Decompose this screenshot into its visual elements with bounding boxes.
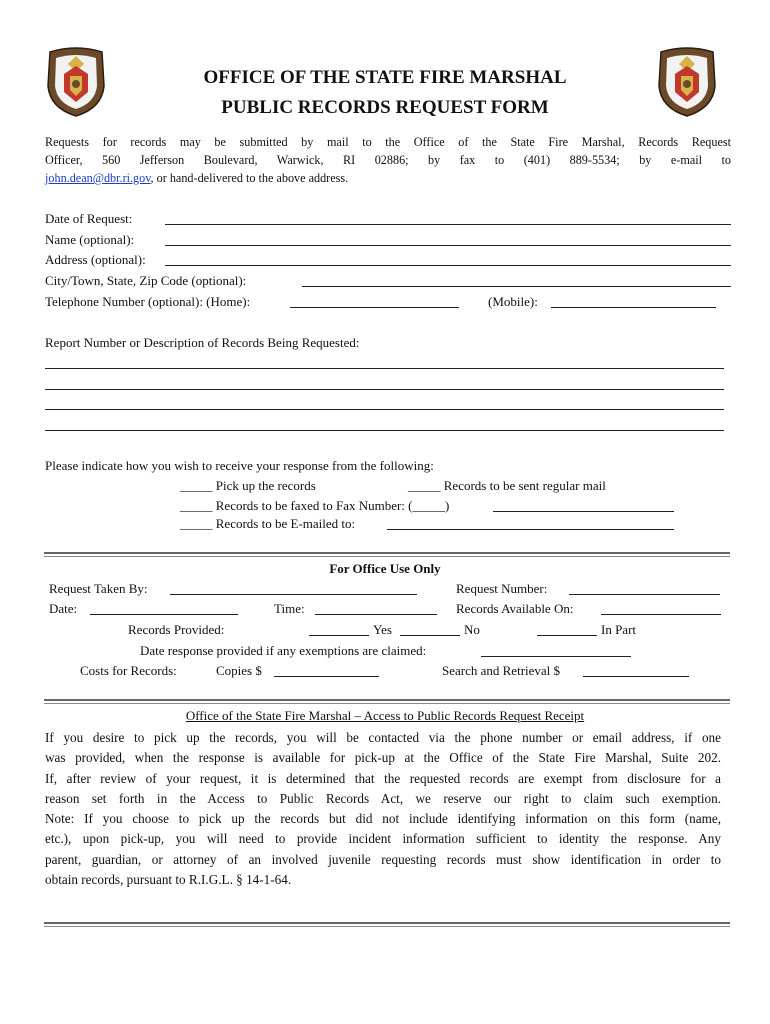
- pickup-option[interactable]: [180, 478, 316, 494]
- city-state-zip-field[interactable]: [302, 286, 731, 287]
- receipt-line: Note: If you choose to pick up the records but did not include identifying information on this form (name,: [45, 811, 721, 827]
- mail-option[interactable]: [408, 478, 606, 494]
- records-available-field[interactable]: [601, 614, 721, 615]
- address-label: Address (optional):: [45, 252, 146, 267]
- receipt-line: was provided, when the response is available for pick-up at the Office of the State Fire Marshal, Suite 202.: [45, 750, 721, 766]
- fax-number-field[interactable]: [493, 511, 674, 512]
- records-description-label: Report Number or Description of Records Being Requested:: [45, 335, 360, 350]
- intro-paragraph: [45, 133, 731, 187]
- email-label: Records to be E-mailed to:: [215, 516, 356, 531]
- mobile-phone-label: (Mobile):: [488, 294, 538, 309]
- date-of-request-label: Date of Request:: [45, 211, 133, 226]
- pickup-blank: _____: [180, 478, 213, 493]
- records-description-line[interactable]: [45, 389, 724, 390]
- home-phone-field[interactable]: [290, 307, 459, 308]
- name-label: Name (optional):: [45, 232, 135, 247]
- email-link[interactable]: john.dean@dbr.ri.gov: [45, 171, 151, 185]
- records-provided-yes-field[interactable]: [309, 635, 369, 636]
- records-provided-in-part-label: In Part: [601, 622, 637, 637]
- email-option[interactable]: [180, 516, 355, 532]
- request-taken-by-field[interactable]: [170, 594, 417, 595]
- section-divider: [44, 552, 730, 557]
- request-number-label: Request Number:: [456, 581, 548, 596]
- records-description-line[interactable]: [45, 368, 724, 369]
- records-description-line[interactable]: [45, 430, 724, 431]
- receipt-line: If you desire to pick up the records, you will be contacted via the phone number or email address, if one: [45, 730, 721, 745]
- receipt-line: etc.), upon pick-up, you will need to provide incident information sufficient to identity the response. Any: [45, 831, 721, 847]
- mail-label: Records to be sent regular mail: [443, 478, 606, 493]
- page-title-line1: OFFICE OF THE STATE FIRE MARSHAL: [203, 67, 567, 88]
- exemptions-date-label: Date response provided if any exemptions are claimed:: [140, 643, 427, 658]
- email-blank: _____: [180, 516, 213, 531]
- city-state-zip-label: City/Town, State, Zip Code (optional):: [45, 273, 247, 288]
- office-time-field[interactable]: [315, 614, 437, 615]
- mail-blank: _____: [408, 478, 441, 493]
- search-retrieval-field[interactable]: [583, 676, 689, 677]
- request-taken-by-label: Request Taken By:: [49, 581, 148, 596]
- fax-paren-close: ): [445, 498, 450, 513]
- page-title-line2: PUBLIC RECORDS REQUEST FORM: [221, 97, 549, 118]
- records-available-label: Records Available On:: [456, 601, 574, 616]
- receipt-line: If, after review of your request, it is determined that the requested records are exempt from disclosure for a: [45, 770, 721, 786]
- name-field[interactable]: [165, 245, 731, 246]
- pickup-label: Pick up the records: [215, 478, 316, 493]
- email-address-field[interactable]: [387, 529, 674, 530]
- intro-line-3: [45, 169, 731, 187]
- office-use-heading: For Office Use Only: [329, 561, 441, 576]
- receipt-line: reason set forth in the Access to Public Records Act, we reserve our right to claim such exemption.: [45, 790, 721, 806]
- intro-line-1: Requests for records may be submitted by mail to the Office of the State Fire Marshal, Records Request: [45, 135, 731, 149]
- records-provided-in-part-field[interactable]: [537, 635, 597, 636]
- office-date-label: Date:: [49, 601, 78, 616]
- fax-area-code-blank: _____: [412, 498, 446, 513]
- bottom-divider: [44, 922, 730, 927]
- records-provided-no-field[interactable]: [400, 635, 460, 636]
- receipt-paragraph: [45, 728, 721, 890]
- fax-label: Records to be faxed to Fax Number: (: [215, 498, 413, 513]
- section-divider: [44, 699, 730, 704]
- search-retrieval-label: Search and Retrieval $: [442, 663, 561, 678]
- response-method-prompt: Please indicate how you wish to receive your response from the following:: [45, 458, 434, 473]
- records-description-line[interactable]: [45, 409, 724, 410]
- mobile-phone-field[interactable]: [551, 307, 716, 308]
- request-number-field[interactable]: [569, 594, 720, 595]
- records-provided-no-label: No: [464, 622, 480, 637]
- fax-blank: _____: [180, 498, 213, 513]
- copies-cost-label: Copies $: [216, 663, 262, 678]
- costs-label: Costs for Records:: [80, 663, 177, 678]
- records-provided-label: Records Provided:: [128, 622, 225, 637]
- intro-line-2: Officer, 560 Jefferson Boulevard, Warwick, RI 02886; by fax to (401) 889-5534; by e-mail to: [45, 153, 731, 167]
- receipt-heading: Office of the State Fire Marshal – Access to Public Records Request Receipt: [185, 708, 585, 723]
- date-of-request-field[interactable]: [165, 224, 731, 225]
- intro-line-3-rest: , or hand-delivered to the above address.: [150, 171, 349, 185]
- fax-option[interactable]: [180, 498, 449, 514]
- receipt-line: parent, guardian, or attorney of an involved juvenile requesting records must show identification in order to: [45, 851, 721, 867]
- office-date-field[interactable]: [90, 614, 238, 615]
- copies-cost-field[interactable]: [274, 676, 379, 677]
- office-time-label: Time:: [274, 601, 305, 616]
- home-phone-label: Telephone Number (optional): (Home):: [45, 294, 251, 309]
- receipt-line: obtain records, pursuant to R.I.G.L. § 14-1-64.: [45, 872, 292, 888]
- address-field[interactable]: [165, 265, 731, 266]
- exemptions-date-field[interactable]: [481, 656, 631, 657]
- records-provided-yes-label: Yes: [373, 622, 392, 637]
